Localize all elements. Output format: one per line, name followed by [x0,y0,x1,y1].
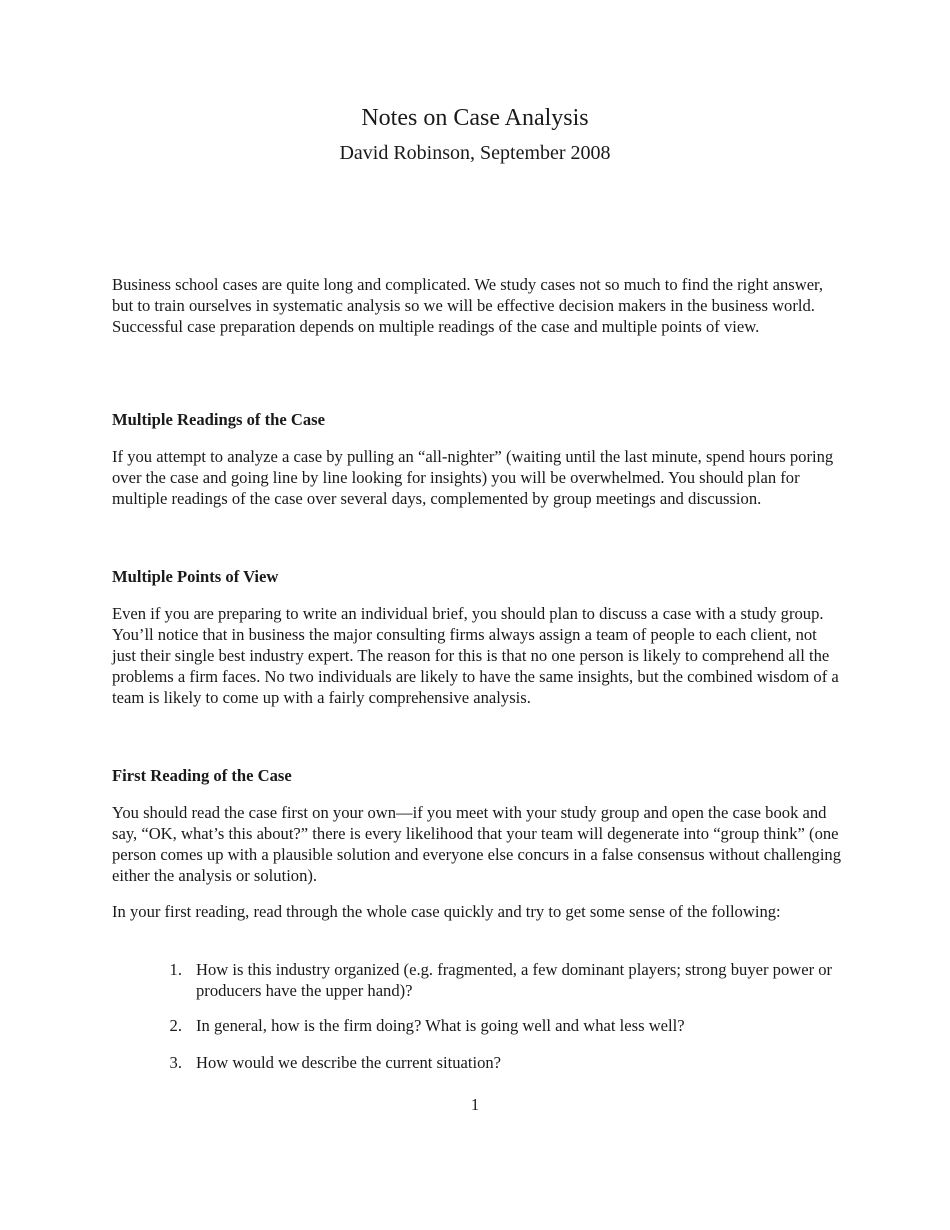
intro-paragraph: Business school cases are quite long and complicated. We study cases not so much to find the right answer, but to train ourselves in systematic analysis so we will be effective decision makers in the business world. Successful case preparation depends on multiple readings of the case and multiple points of view. [112,275,824,336]
list-text: In general, how is the firm doing? What is going well and what less well? [196,1016,685,1035]
list-number: 3. [169,1053,182,1072]
section-paragraph-first-reading-2: In your first reading, read through the whole case quickly and try to get some sense of the following: [112,902,781,921]
document-subtitle: David Robinson, September 2008 [339,142,611,164]
document-title: Notes on Case Analysis [361,105,589,131]
list-item [160,959,840,1001]
section-heading-multiple-points: Multiple Points of View [112,567,279,586]
section-paragraph-first-reading: You should read the case first on your own—if you meet with your study group and open the case book and say, “OK, what’s this about?” there is every likelihood that your team will degenerate into “group think” (one person comes up with a plausible solution and everyone else concurs in a false consensus without challenging either the analysis or solution). [112,803,842,885]
section-heading-first-reading: First Reading of the Case [112,766,292,785]
list-item [160,1052,840,1073]
section-paragraph-multiple-readings: If you attempt to analyze a case by pulling an “all-nighter” (waiting until the last minute, spend hours poring over the case and going line by line looking for insights) you will be overwhelmed. You should plan for multiple readings of the case over several days, complemented by group meetings and discussion. [112,447,834,508]
list-item [160,1015,840,1036]
list-text: How is this industry organized (e.g. fragmented, a few dominant players; strong buyer power or producers have the upper hand)? [196,960,833,1000]
list-text: How would we describe the current situation? [196,1053,502,1072]
list-number: 1. [169,960,182,979]
page-number: 1 [470,1095,480,1114]
list-number: 2. [169,1016,182,1035]
section-heading-multiple-readings: Multiple Readings of the Case [112,410,325,429]
section-paragraph-multiple-points: Even if you are preparing to write an individual brief, you should plan to discuss a case with a study group. You’ll notice that in business the major consulting firms always assign a team of people to each client, not just their single best industry expert. The reason for this is that no one person is likely to comprehend all the problems a firm faces. No two individuals are likely to have the same insights, but the combined wisdom of a team is likely to come up with a fairly comprehensive analysis. [112,604,839,707]
